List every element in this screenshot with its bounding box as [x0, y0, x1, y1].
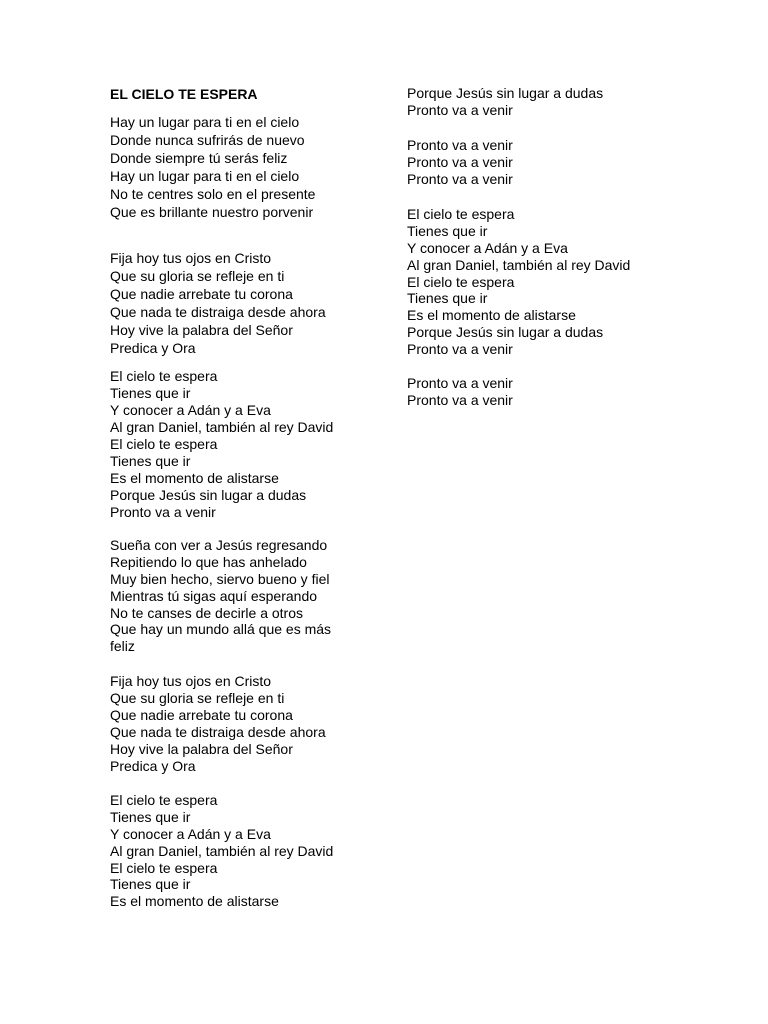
lyric-line: El cielo te espera	[407, 206, 515, 222]
lyric-line: El cielo te espera	[110, 368, 218, 384]
lyric-line: Predica y Ora	[110, 340, 196, 356]
lyric-line: Es el momento de alistarse	[110, 893, 279, 910]
lyric-line: Hoy vive la palabra del Señor	[110, 322, 293, 338]
lyric-line: Pronto va a venir	[407, 171, 513, 187]
lyric-line: Hay un lugar para ti en el cielo	[110, 168, 300, 184]
lyric-line: Mientras tú sigas aquí esperando	[110, 587, 318, 604]
lyric-line: feliz	[110, 638, 135, 655]
lyric-line: Predica y Ora	[110, 758, 196, 774]
song-title: EL CIELO TE ESPERA	[110, 86, 258, 102]
lyric-line: El cielo te espera	[110, 792, 218, 808]
lyric-line: Hay un lugar para ti en el cielo	[110, 114, 300, 130]
stanza-6	[110, 792, 333, 910]
lyric-line: Tienes que ir	[110, 876, 191, 893]
stanza-10	[407, 375, 513, 409]
lyric-line: Tienes que ir	[110, 385, 191, 401]
stanza-4	[110, 537, 331, 655]
lyric-line: Repitiendo lo que has anhelado	[110, 553, 307, 570]
lyric-line: El cielo te espera	[407, 273, 515, 290]
stanza-9	[407, 206, 630, 358]
stanza-7	[407, 85, 603, 119]
lyric-line: Pronto va a venir	[407, 137, 513, 153]
stanza-1	[110, 113, 315, 221]
stanza-5	[110, 673, 326, 775]
lyric-line: Donde siempre tú serás feliz	[110, 150, 288, 166]
lyric-line: No te centres solo en el presente	[110, 186, 316, 202]
stanza-3	[110, 368, 333, 521]
lyric-line: Fija hoy tus ojos en Cristo	[110, 673, 272, 689]
lyric-line: Que su gloria se refleje en ti	[110, 268, 285, 284]
lyric-line: Que nadie arrebate tu corona	[110, 286, 293, 302]
lyric-line: Tienes que ir	[407, 222, 488, 239]
lyric-line: Pronto va a venir	[407, 154, 513, 170]
lyric-line: Donde nunca sufrirás de nuevo	[110, 132, 305, 148]
lyric-line: Al gran Daniel, también al rey David	[407, 256, 631, 273]
lyric-line: Al gran Daniel, también al rey David	[110, 419, 334, 435]
lyric-line: Que nada te distraiga desde ahora	[110, 724, 326, 740]
lyric-line: El cielo te espera	[110, 436, 218, 452]
lyric-line: Porque Jesús sin lugar a dudas	[407, 85, 604, 101]
lyric-line: Porque Jesús sin lugar a dudas	[110, 487, 307, 503]
lyric-line: Y conocer a Adán y a Eva	[110, 402, 271, 418]
lyric-line: No te canses de decirle a otros	[110, 604, 303, 621]
lyric-line: Pronto va a venir	[407, 375, 513, 391]
stanza-2	[110, 249, 326, 357]
lyric-line: Que su gloria se refleje en ti	[110, 690, 285, 706]
lyric-line: Es el momento de alistarse	[407, 307, 576, 324]
lyric-line: Tienes que ir	[110, 453, 191, 469]
lyric-line: Y conocer a Adán y a Eva	[110, 825, 271, 842]
lyric-line: Pronto va a venir	[407, 341, 513, 358]
lyric-line: El cielo te espera	[110, 859, 218, 876]
lyric-line: Que es brillante nuestro porvenir	[110, 204, 314, 220]
lyric-line: Que nada te distraiga desde ahora	[110, 304, 326, 320]
stanza-8	[407, 137, 513, 188]
lyric-line: Que nadie arrebate tu corona	[110, 707, 293, 723]
lyric-line: Porque Jesús sin lugar a dudas	[407, 324, 604, 341]
lyric-line: Que hay un mundo allá que es más	[110, 621, 332, 638]
lyric-line: Tienes que ir	[110, 808, 191, 825]
lyric-line: Al gran Daniel, también al rey David	[110, 842, 334, 859]
lyric-line: Sueña con ver a Jesús regresando	[110, 537, 328, 553]
lyric-line: Pronto va a venir	[407, 102, 513, 118]
lyric-line: Y conocer a Adán y a Eva	[407, 239, 568, 256]
lyric-line: Pronto va a venir	[407, 392, 513, 408]
lyric-line: Es el momento de alistarse	[110, 470, 279, 486]
lyric-line: Pronto va a venir	[110, 504, 216, 520]
lyric-line: Fija hoy tus ojos en Cristo	[110, 250, 272, 266]
lyric-line: Hoy vive la palabra del Señor	[110, 741, 293, 757]
lyric-line: Muy bien hecho, siervo bueno y fiel	[110, 570, 330, 587]
lyric-line: Tienes que ir	[407, 290, 488, 307]
